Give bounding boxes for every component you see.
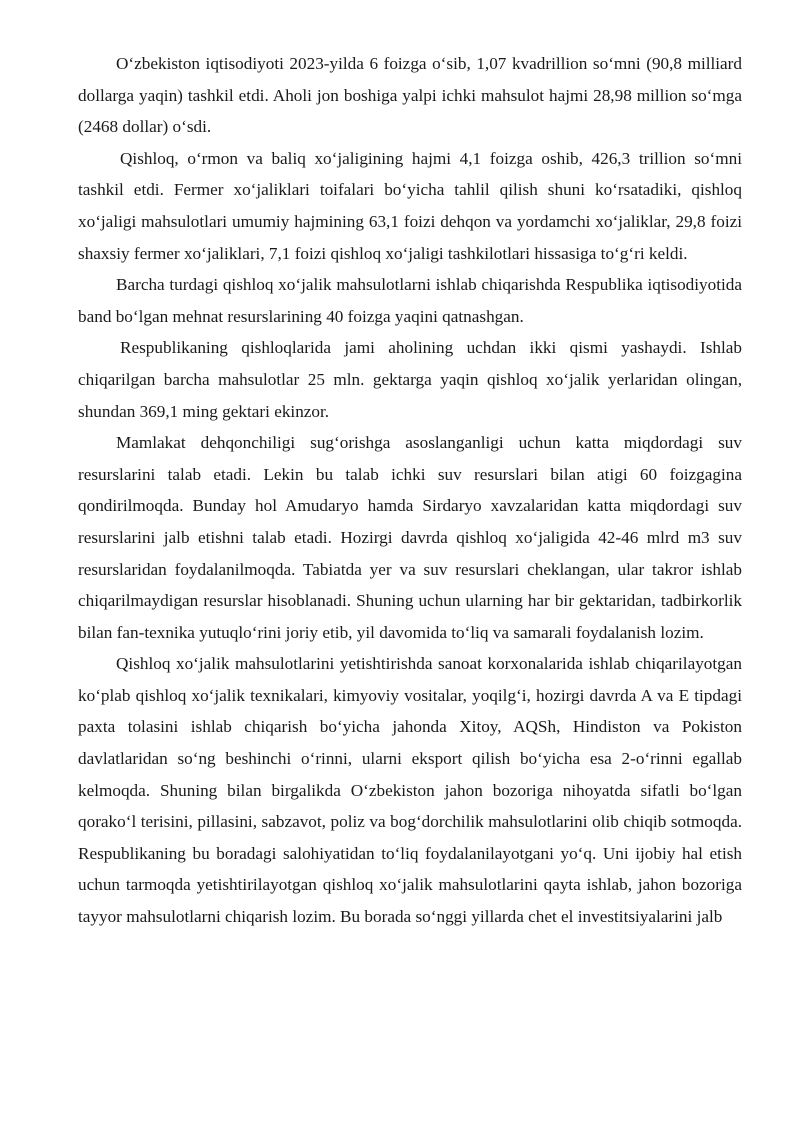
paragraph-production-export: Qishloq xo‘jalik mahsulotlarini yetishtirishda sanoat korxonalarida ishlab chiqarilayotgan ko‘plab qishloq xo‘jalik texnikalari, kimyoviy vositalar, yoqilg‘i, hozirgi davrda A va E tipdagi paxta tolasini ishlab chiqarish bo‘yicha jahonda Xitoy, AQSh, Hindiston va Pokiston davlatlaridan so‘ng beshinchi o‘rinni, ularni eksport qilish bo‘yicha esa 2-o‘rinni egallab kelmoqda. Shuning bilan birgalikda O‘zbekiston jahon bozoriga nihoyatda sifatli bo‘lgan qorako‘l terisini, pillasini, sabzavot, poliz va bog‘dorchilik mahsulotlarini olib chiqib sotmoqda. Respublikaning bu boradagi salohiyatidan to‘liq foydalanilayotgani yo‘q. Uni ijobiy hal etish uchun tarmoqda yetishtirilayotgan qishloq xo‘jalik mahsulotlarini qayta ishlab, jahon bozoriga tayyor mahsulotlarni chiqarish lozim. Bu borada so‘nggi yillarda chet el investitsiyalarini jalb xyxy=(78,654,742,927)
paragraph-rural-population: Respublikaning qishloqlarida jami aholining uchdan ikki qismi yashaydi. Ishlab chiqarilgan barcha mahsulotlar 25 mln. gektarga yaqin qishloq xo‘jalik yerlaridan olingan, shundan 369,1 ming gektari ekinzor. xyxy=(78,338,742,421)
paragraph-labor-resources: Barcha turdagi qishloq xo‘jalik mahsulotlarni ishlab chiqarishda Respublika iqtisodiyotida band bo‘lgan mehnat resurslarining 40 foizga yaqini qatnashgan. xyxy=(78,275,742,326)
paragraph-agriculture-volume: Qishloq, o‘rmon va baliq xo‘jaligining hajmi 4,1 foizga oshib, 426,3 trillion so‘mni tashkil etdi. Fermer xo‘jaliklari toifalari bo‘yicha tahlil qilish shuni ko‘rsatadiki, qishloq xo‘jaligi mahsulotlari umumiy hajmining 63,1 foizi dehqon va yordamchi xo‘jaliklar, 29,8 foizi shaxsiy fermer xo‘jaliklari, 7,1 foizi qishloq xo‘jaligi tashkilotlari hissasiga to‘g‘ri keldi. xyxy=(78,148,742,263)
document-page xyxy=(78,48,742,933)
paragraph-economy-growth: O‘zbekiston iqtisodiyoti 2023-yilda 6 foizga o‘sib, 1,07 kvadrillion so‘mni (90,8 milliard dollarga yaqin) tashkil etdi. Aholi jon boshiga yalpi ichki mahsulot hajmi 28,98 million so‘mga (2468 dollar) o‘sdi. xyxy=(78,54,742,137)
paragraph-water-resources: Mamlakat dehqonchiligi sug‘orishga asoslanganligi uchun katta miqdordagi suv resurslarini talab etadi. Lekin bu talab ichki suv resurslari bilan atigi 60 foizgagina qondirilmoqda. Bunday hol Amudaryo hamda Sirdaryo xavzalaridan katta miqdordagi suv resurslarini jalb etishni talab etadi. Hozirgi davrda qishloq xo‘jaligida 42-46 mlrd m3 suv resurslaridan foydalanilmoqda. Tabiatda yer va suv resurslari cheklangan, ular takror ishlab chiqarilmaydigan resurslar hisoblanadi. Shuning uchun ularning har bir gektaridan, tadbirkorlik bilan fan-texnika yutuqlo‘rini joriy etib, yil davomida to‘liq va samarali foydalanish lozim. xyxy=(78,433,742,642)
